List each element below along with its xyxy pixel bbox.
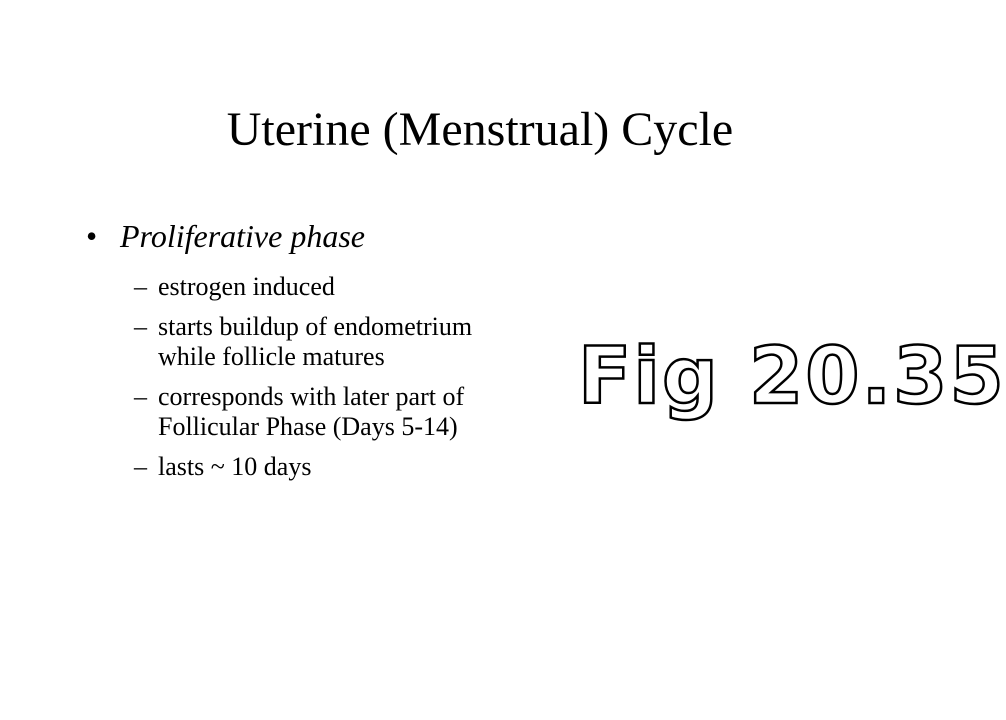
bullet-text: Proliferative phase [120, 218, 365, 254]
sub-bullet-dash: – [134, 272, 147, 301]
sub-bullet-item [134, 312, 514, 372]
sub-bullet-dash: – [134, 452, 147, 481]
sub-bullet-item [134, 452, 514, 482]
sub-bullet-text: lasts ~ 10 days [158, 452, 312, 481]
bullet-marker: • [86, 218, 98, 254]
sub-bullet-dash: – [134, 382, 147, 411]
figure-reference-label: Fig 20.35 [578, 332, 1006, 422]
sub-bullet-text: starts buildup of endometrium while follicle matures [158, 312, 473, 371]
bullet-item [86, 212, 365, 260]
sub-bullet-dash: – [134, 312, 147, 341]
sub-bullet-text: estrogen induced [158, 272, 335, 301]
sub-bullet-item [134, 272, 514, 302]
sub-bullet-item [134, 382, 514, 442]
sub-bullet-list [134, 272, 514, 492]
sub-bullet-text: corresponds with later part of Follicular Phase (Days 5-14) [158, 382, 465, 441]
slide-title: Uterine (Menstrual) Cycle [226, 103, 734, 156]
